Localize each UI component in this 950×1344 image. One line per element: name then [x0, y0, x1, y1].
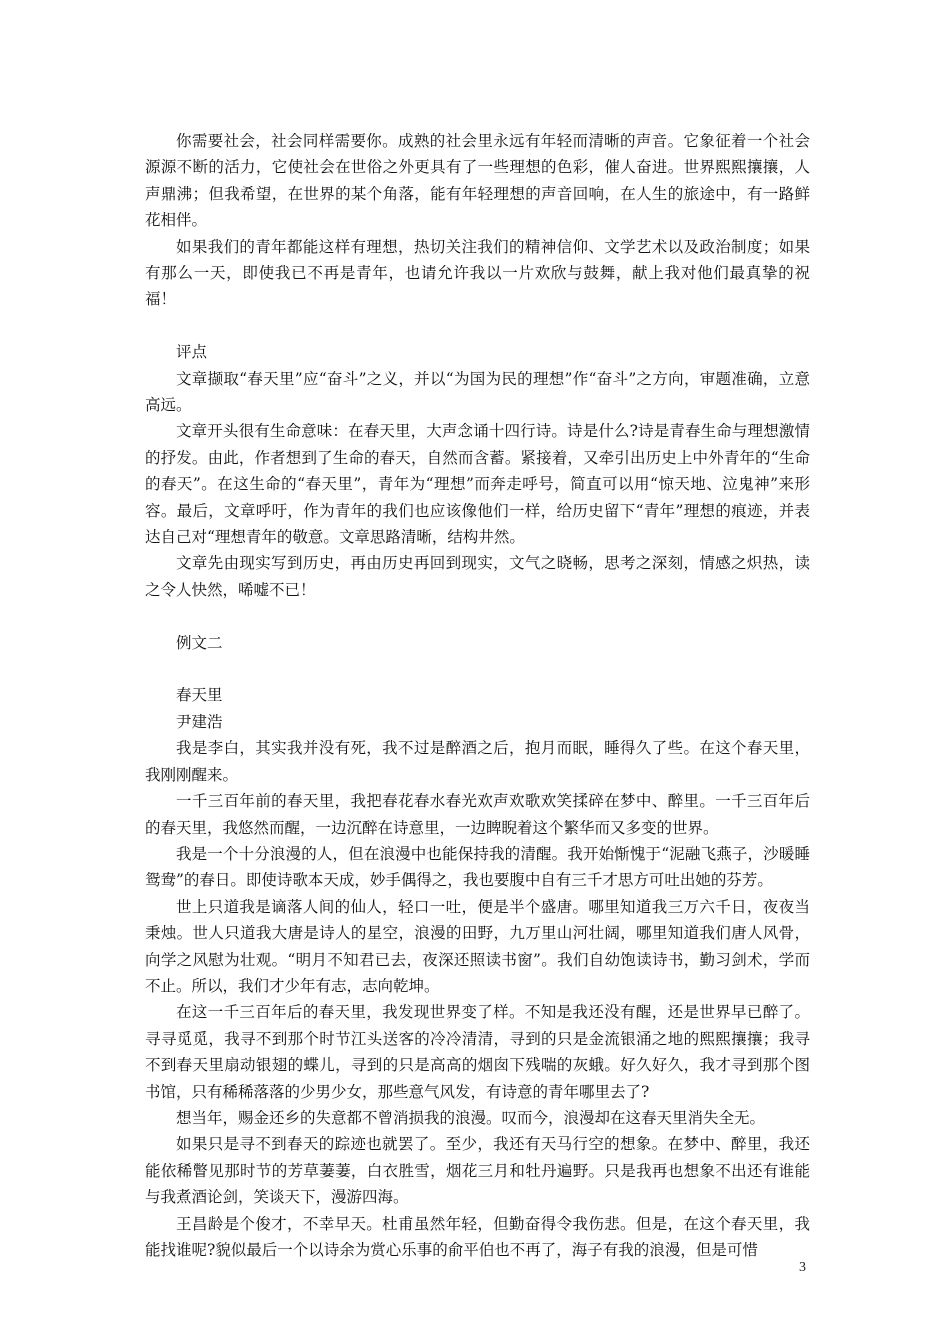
review-paragraph: 文章开头很有生命意味：在春天里，大声念诵十四行诗。诗是什么?诗是青春生命与理想激情的抒发。由此，作者想到了生命的春天，自然而含蓄。紧接着，又牵引出历史上中外青年的“生命的春天”。在这生命的“春天里”，青年为“理想”而奔走呼号，简直可以用“惊天地、泣鬼神”来形容。最后，文章呼吁，作为青年的我们也应该像他们一样，给历史留下“青年”理想的痕迹，并表达自己对“理想青年的敬意。文章思路清晰，结构井然。	[145, 422, 810, 547]
essay-paragraph: 如果只是寻不到春天的踪迹也就罢了。至少，我还有天马行空的想象。在梦中、醉里，我还能依稀瞥见那时节的芳草萋萋，白衣胜雪，烟花三月和牡丹遍野。只是我再也想象不出还有谁能与我煮酒论剑，笑谈天下，漫游四海。	[145, 1135, 810, 1207]
paragraph-spacer	[145, 656, 810, 682]
essay-title: 春天里	[176, 686, 223, 705]
example-heading: 例文二	[176, 633, 223, 652]
essay-paragraph: 想当年，赐金还乡的失意都不曾消损我的浪漫。叹而今，浪漫却在这春天里消失全无。	[176, 1108, 766, 1127]
essay-paragraph: 我是一个十分浪漫的人，但在浪漫中也能保持我的清醒。我开始惭愧于“泥融飞燕子，沙暖睡鸳鸯”的春日。即使诗歌本天成，妙手偶得之，我也要腹中自有三千才思方可吐出她的芬芳。	[145, 844, 810, 890]
document-body	[145, 128, 810, 1263]
body-paragraph: 你需要社会，社会同样需要你。成熟的社会里永远有年轻而清晰的声音。它象征着一个社会源源不断的活力，它使社会在世俗之外更具有了一些理想的色彩，催人奋进。世界熙熙攘攘，人声鼎沸；但我希望，在世界的某个角落，能有年轻理想的声音回响，在人生的旅途中，有一路鲜花相伴。	[145, 132, 810, 230]
essay-paragraph: 王昌龄是个俊才，不幸早天。杜甫虽然年轻，但勤奋得令我伤悲。但是，在这个春天里，我能找谁呢?貌似最后一个以诗余为赏心乐事的俞平伯也不再了，海子有我的浪漫，但是可惜	[145, 1214, 810, 1260]
paragraph-spacer	[145, 313, 810, 339]
essay-author: 尹建浩	[176, 712, 223, 731]
page-number: 3	[799, 1260, 806, 1275]
essay-paragraph: 我是李白，其实我并没有死，我不过是醉酒之后，抱月而眠，睡得久了些。在这个春天里，我刚刚醒来。	[145, 739, 810, 784]
body-paragraph: 如果我们的青年都能这样有理想，热切关注我们的精神信仰、文学艺术以及政治制度；如果有那么一天，即使我已不再是青年，也请允许我以一片欢欣与鼓舞，献上我对他们最真挚的祝福！	[145, 237, 810, 309]
essay-paragraph: 在这一千三百年后的春天里，我发现世界变了样。不知是我还没有醒，还是世界早已醉了。寻寻觅觅，我寻不到那个时节江头送客的冷冷清清，寻到的只是金流银涌之地的熙熙攘攘；我寻不到春天里扇动银翅的蝶儿，寻到的只是高高的烟囱下残喘的灰蛾。好久好久，我才寻到那个图书馆，只有稀稀落落的少男少女，那些意气风发，有诗意的青年哪里去了?	[145, 1003, 810, 1101]
review-heading: 评点	[176, 343, 208, 362]
essay-paragraph: 世上只道我是谪落人间的仙人，轻口一吐，便是半个盛唐。哪里知道我三万六千日，夜夜当秉烛。世人只道我大唐是诗人的星空，浪漫的田野，九万里山河壮阔，哪里知道我们唐人风骨，向学之风慰为壮观。“明月不知君已去，夜深还照读书窗”。我们自幼饱读诗书，勤习剑术，学而不止。所以，我们才少年有志，志向乾坤。	[145, 897, 810, 995]
paragraph-spacer	[145, 603, 810, 629]
essay-paragraph: 一千三百年前的春天里，我把春花春水春光欢声欢歌欢笑揉碎在梦中、醉里。一千三百年后的春天里，我悠然而醒，一边沉醉在诗意里，一边睥睨着这个繁华而又多变的世界。	[145, 792, 810, 837]
review-paragraph: 文章先由现实写到历史，再由历史再回到现实，文气之晓畅，思考之深刻，情感之炽热，读之令人快然，唏嘘不已！	[145, 554, 810, 599]
review-paragraph: 文章撷取“春天里”应“奋斗”之义，并以“为国为民的理想”作“奋斗”之方向，审题准确，立意高远。	[145, 369, 810, 415]
